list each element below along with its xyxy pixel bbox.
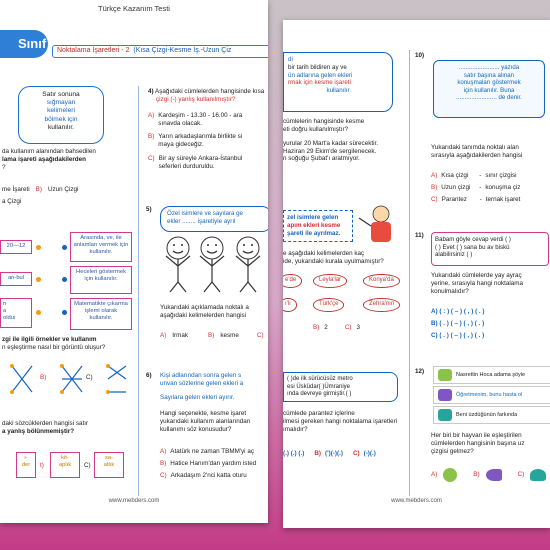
option-a-label[interactable]: A) xyxy=(160,448,167,455)
person-illustration xyxy=(355,202,405,248)
question-6-bullets: Kişi adlarından sonra gelen s unvan sözlerine gelen ekleri a Sayılara gelen ekleri ayırır. xyxy=(160,372,244,401)
rule-note-box: di bir tarih bildiren ay ve ün adlarına gelen ekleri rmak için kesme işareti kullanılır xyxy=(283,52,393,112)
question-6-number: 6) xyxy=(146,372,152,379)
question-11-text: Yukarıdaki cümlelerde yay ayraç yerine, sırasıyla hangi noktalama konulmalıdır? xyxy=(431,272,524,295)
footer-url: www.mebders.com xyxy=(391,498,442,504)
option-a-label[interactable]: A) xyxy=(160,332,167,339)
question-1-options xyxy=(2,186,78,194)
option-a[interactable]: (.) (.) (.) xyxy=(283,450,305,457)
option-b-label[interactable]: B) xyxy=(431,183,438,191)
option-a-label[interactable]: A) xyxy=(431,172,438,179)
question-3-text: daki sözcüklerden hangisi satır a yanlış bölünmemiştir? xyxy=(2,420,89,435)
question-1-text: da kullanım alanından bahsedilen lama işareti aşağıdakilerden ? xyxy=(2,148,96,171)
match-description-1: Arasında, ve, ile anlamları vermek için kullanılır. xyxy=(70,232,132,262)
option-c-label[interactable]: C) xyxy=(86,374,93,381)
word-cloud: Leyla'lar xyxy=(313,274,347,288)
animal-sentence-row: Beni üzdüğünün farkında xyxy=(433,406,550,424)
question-9-box: ( )de ilk sürücüsüz metro esi Üsküdar( )Ümraniye ında devreye girmiştir.( ) xyxy=(283,372,398,402)
question-9-options: (.) (.) (.) B) (')(-)(.) C) (-)(.) xyxy=(283,450,376,457)
option-a[interactable]: yurular 20 Mart'a kadar sürecektir. xyxy=(283,139,378,147)
match-description-3: Matematikte çıkarma işlemi olarak kullanılır. xyxy=(70,298,132,330)
matching-options-diagram xyxy=(10,362,128,398)
fish-icon xyxy=(486,469,502,481)
test-title: Türkçe Kazanım Testi xyxy=(98,3,170,13)
question-4: 4) Aşağıdaki cümlelerden hangisinde kısa çizgi (-) yanlış kullanılmıştır? A) Kardeşim - 13.30 - 16.00 - ara sınavda olacak. B) Yarın arkadaşlarımla birlikte si maya gideceğiz. C) Bir ay süreyle Ankara-İstanbul seferleri durduruldu. xyxy=(148,88,265,171)
option-b[interactable]: Haziran 29 Ekim'de sergilenecek. xyxy=(283,147,377,155)
grade-badge: Sınıf xyxy=(0,30,48,58)
option-b-label[interactable]: B) xyxy=(313,324,320,331)
subject-bar xyxy=(52,45,268,58)
fish-icon xyxy=(438,389,452,401)
word-cloud: ı'lı xyxy=(283,298,297,312)
question-6-text: Hangi seçenekte, kesme işaret yukarıdaki kullanım alanlarından kullanımı söz konusudur? xyxy=(160,410,251,433)
question-7-text: cümlelerin hangisinde kesme eti doğru kullanılmıştır? yurular 20 Mart'a kadar sürecektir. Haziran 29 Ekim'de sergilenecek. n soğuğu Şubat'ı aratmıyor. xyxy=(283,118,403,163)
stick-figures-illustration xyxy=(160,234,268,294)
question-8-options: B) 2 C) 3 xyxy=(313,324,360,331)
option-c-label[interactable]: C) xyxy=(431,195,438,203)
question-5-sign: Özel isimlere ve sayılara ge ekler ........ işaretiyle ayrıl xyxy=(160,206,268,232)
option-a-card[interactable]: i- der xyxy=(16,452,36,478)
option-c-label[interactable]: C) xyxy=(352,450,360,457)
question-3-options xyxy=(2,452,136,482)
question-11-box: Babam göyle cevap verdi ( ) ( ) Evet ( ) sana bu av biskü alabilirsiniz ( ) xyxy=(431,232,549,266)
option-b-label[interactable]: B) xyxy=(314,450,321,457)
question-11-number: 11) xyxy=(415,232,424,239)
column-divider xyxy=(409,50,410,496)
question-12-number: 12) xyxy=(415,368,425,375)
question-8-rule: zel isimlere gelen apım ekleri kesme şareti ile ayrılmaz. xyxy=(283,210,353,242)
option-b-label[interactable]: B) xyxy=(160,459,167,467)
option-c-label[interactable]: C) xyxy=(84,462,91,469)
option-b-label[interactable]: B) xyxy=(208,332,215,339)
option-b-label[interactable]: B) xyxy=(40,374,47,381)
question-11-options xyxy=(431,308,549,340)
word-cloud: Türk'çe xyxy=(313,298,344,312)
question-2-text: zgi ile ilgili örnekler ve kullanım n eşleştirme nasıl bir görüntü oluşur? xyxy=(2,336,106,351)
match-dot[interactable] xyxy=(36,277,41,282)
match-item-3: n a olduı xyxy=(0,298,32,328)
word-cloud: e'de xyxy=(283,274,302,288)
question-5-text: Yukarıdaki açıklamada noktalı a aşağıdaki kelimelerden hangisi xyxy=(160,304,249,319)
column-divider xyxy=(138,86,139,496)
option-b[interactable]: B) ( . ) ( – ) ( , ) ( . ) xyxy=(431,319,485,327)
worksheet-page-right xyxy=(283,20,550,528)
option-b-label[interactable]: t) xyxy=(40,462,44,469)
option-c[interactable]: n soğuğu Şubat'ı aratmıyor. xyxy=(283,155,360,163)
match-dot[interactable] xyxy=(36,310,41,315)
option-a-label[interactable]: A) xyxy=(431,471,438,479)
match-dot[interactable] xyxy=(62,245,67,250)
match-dot[interactable] xyxy=(36,245,41,250)
question-12-options xyxy=(431,468,549,482)
question-10-number: 10) xyxy=(415,52,425,59)
question-12-text: Her biri bir hayvan ile eşleştirilen cümlelerden hangisinin başına uz çizgisi gelmez? xyxy=(431,432,525,455)
word-cloud: Konya'da xyxy=(363,274,400,288)
word-cloud: Zehra'nın xyxy=(363,298,400,312)
match-description-2: Heceleri göstermek için kullanılır. xyxy=(70,266,132,294)
option-c-label[interactable]: C) xyxy=(148,155,155,163)
option-c[interactable]: C) ( . ) ( – ) ( , ) ( . ) xyxy=(431,331,485,339)
option-c[interactable]: a Çizgi xyxy=(2,198,22,205)
option-c-label[interactable]: C) xyxy=(160,471,167,479)
match-item-1: 20—12 xyxy=(0,240,32,254)
option-c-label[interactable]: C) xyxy=(517,471,525,479)
option-b[interactable]: Uzun Çizgi xyxy=(47,186,79,193)
option-a[interactable]: A) ( : ) ( – ) ( , ) ( . ) xyxy=(431,308,485,315)
subject-title: Noktalama İşaretleri - 2 xyxy=(57,47,130,55)
option-a-label[interactable]: A) xyxy=(148,111,155,119)
option-c-label[interactable]: C) xyxy=(256,332,264,339)
option-a[interactable]: me İşareti xyxy=(2,186,30,193)
option-b-card[interactable]: kit- aplık xyxy=(50,452,80,478)
question-5-number: 5) xyxy=(146,206,152,213)
turtle-icon xyxy=(438,409,452,421)
matching-block xyxy=(0,232,134,332)
match-item-2: an-bul xyxy=(0,272,32,286)
subject-subtitle: (Kısa Çizgi-Kesme İş.-Uzun Çiz xyxy=(133,47,232,55)
footer-url: www.mebders.com xyxy=(108,498,160,504)
frog-icon xyxy=(438,369,452,381)
worksheet-page-left xyxy=(0,0,268,523)
option-b-label[interactable]: B) xyxy=(473,471,480,479)
option-b-label[interactable]: B) xyxy=(148,133,155,141)
option-c-label[interactable]: C) xyxy=(344,324,352,331)
turtle-icon xyxy=(530,469,546,481)
question-10-box: ........................ yazıda satır başına alınan konuşmaları göstermek için kullanılır. Buna ........................ de denir. xyxy=(433,60,545,118)
question-10-options: A) Kısa çizgi - sınır çizgisi B) Uzun çizgi - konuşma çiz C) Parantez - ternak işaret xyxy=(431,172,521,203)
question-8-text: e aşağıdaki kelimelerden kaç ide, yukarıdaki kurala uyulmamıştır? xyxy=(283,250,384,265)
question-9-text: cümlede parantez içlerine ilmesi gereken hangi noktalama işaretleri ımalıdır? xyxy=(283,410,398,433)
question-6-options: A) Atatürk ne zaman TBMM'yi aç B) Hatice Hanım'dan yardım isted C) Arkadaşım 2'nci katta oturu xyxy=(160,448,257,479)
frog-icon xyxy=(443,468,457,482)
option-c-card[interactable]: sa- atlık xyxy=(94,452,124,478)
animal-sentence-row: Öğretmenim, bunu hasta ol xyxy=(433,386,550,404)
match-dot[interactable] xyxy=(62,310,67,315)
match-dot[interactable] xyxy=(62,277,67,282)
definition-bubble: Satır sonuna sığmayan kelimeleri bölmek için kullanılır. xyxy=(18,86,104,144)
option-b-label[interactable]: B) xyxy=(35,186,42,193)
question-10-text: Yukarıdaki tanımda noktalı alan sırasıyla aşağıdakilerden hangisi xyxy=(431,144,523,159)
question-5-options: A) Irmak B) kesme C) xyxy=(160,332,264,339)
animal-sentence-row: Nasrettin Hoca adama şöyle xyxy=(433,366,550,384)
